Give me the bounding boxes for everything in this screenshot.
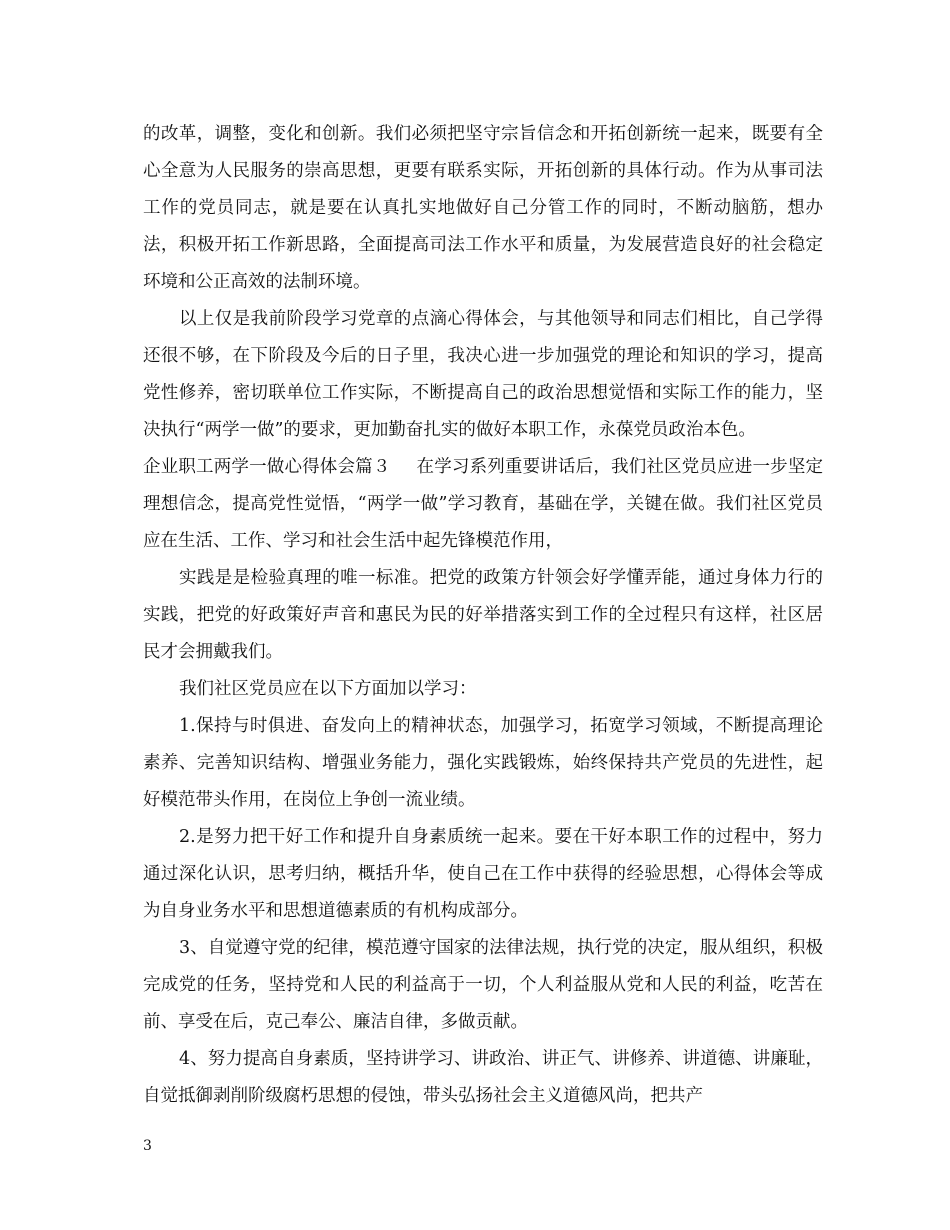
article-heading: 企业职工两学一做心得体会篇３	[143, 457, 391, 477]
paragraph-reform: 的改革，调整，变化和创新。我们必须把坚守宗旨信念和开拓创新统一起来，既要有全心全意为人民服务的崇高思想，更要有联系实际，开拓创新的具体行动。作为从事司法工作的党员同志，就是要在认真扎实地做好自己分管工作的同时，不断动脑筋，想办法，积极开拓工作新思路，全面提高司法工作水平和质量，为发展营造良好的社会稳定环境和公正高效的法制环境。	[143, 124, 823, 292]
paragraph-party-charter-reflection: 以上仅是我前阶段学习党章的点滴心得体会，与其他领导和同志们相比，自己学得还很不够，在下阶段及今后的日子里，我决心进一步加强党的理论和知识的学习，提高党性修养，密切联单位工作实际，不断提高自己的政治思想觉悟和实际工作的能力，坚决执行“两学一做”的要求，更加勤奋扎实的做好本职工作，永葆党员政治本色。	[143, 309, 823, 440]
document-body	[143, 116, 823, 1115]
list-item-1: 1.保持与时俱进、奋发向上的精神状态，加强学习，拓宽学习领域，不断提高理论素养、完善知识结构、增强业务能力，强化实践锻炼，始终保持共产党员的先进性，起好模范带头作用，在岗位上争创一流业绩。	[143, 716, 823, 810]
article-three-text: 在学习系列重要讲话后，我们社区党员应进一步坚定理想信念，提高党性觉悟，“两学一做”学习教育，基础在学，关键在做。我们社区党员应在生活、工作、学习和社会生活中起先锋模范作用，	[143, 457, 824, 551]
list-item-4: 4、努力提高自身素质，坚持讲学习、讲政治、讲正气、讲修养、讲道德、讲廉耻，自觉抵御剥削阶级腐朽思想的侵蚀，带头弘扬社会主义道德风尚，把共产	[143, 1049, 823, 1106]
paragraph-article-three	[143, 449, 823, 560]
page-number: 3	[143, 1138, 152, 1154]
list-item-3: 3、自觉遵守党的纪律，模范遵守国家的法律法规，执行党的决定，服从组织，积极完成党的任务，坚持党和人民的利益高于一切，个人利益服从党和人民的利益，吃苦在前、享受在后，克己奉公、廉洁自律，多做贡献。	[143, 938, 823, 1032]
paragraph-learning-intro: 我们社区党员应在以下方面加以学习：	[179, 679, 477, 699]
list-item-2: 2.是努力把干好工作和提升自身素质统一起来。要在干好本职工作的过程中，努力通过深化认识，思考归纳，概括升华，使自己在工作中获得的经验思想，心得体会等成为自身业务水平和思想道德素质的有机构成部分。	[143, 827, 823, 921]
paragraph-practice: 实践是是检验真理的唯一标准。把党的政策方针领会好学懂弄能，通过身体力行的实践，把党的好政策好声音和惠民为民的好举措落实到工作的全过程只有这样，社区居民才会拥戴我们。	[143, 568, 823, 662]
